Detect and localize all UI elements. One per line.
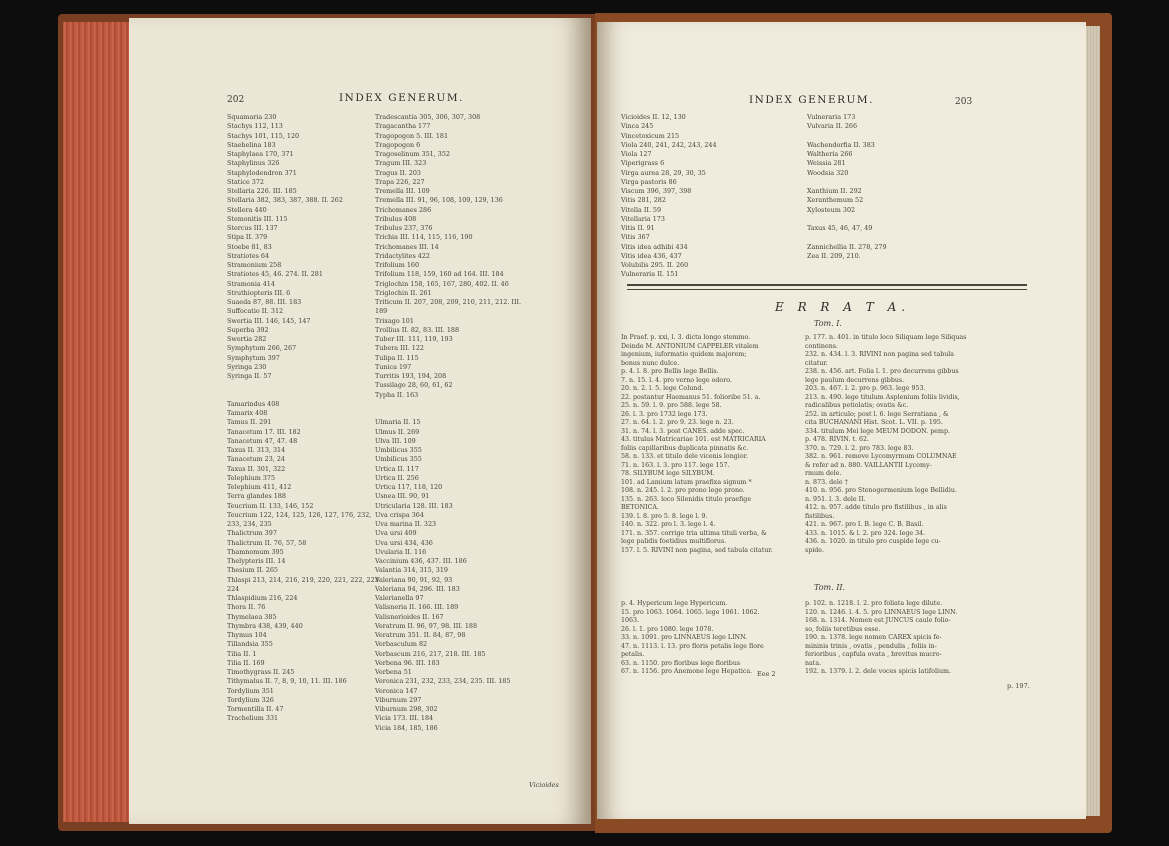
index-entry: 189 — [375, 307, 388, 316]
index-entry: Valeriana 94, 296. III. 183 — [375, 584, 460, 593]
index-entry: Stramonium 258 — [227, 261, 282, 269]
errata-entry: 20. n. 2. l. 5. lege Colund. — [621, 385, 704, 392]
index-entry: Tussilago 28, 60, 61, 62 — [375, 381, 453, 390]
index-entry: Tribulus 237, 376 — [375, 224, 433, 232]
errata-tom1-heading: Tom. I. — [814, 319, 842, 328]
index-entry: Thymus 104 — [227, 631, 267, 639]
errata-entry: citatur. — [805, 359, 828, 367]
index-entry: Typha II. 163 — [375, 390, 419, 399]
errata-entry: Deinde M. ANTONIUM CAPPELER vitalem — [621, 342, 759, 350]
index-entry: Tragoselinum 351, 352 — [375, 150, 450, 158]
index-entry: Verbena 51 — [375, 668, 412, 676]
errata-entry: 58. n. 133. et titulo dele vicenis longior. — [621, 453, 748, 460]
errata-entry: 412. n. 957. adde titulo pro fistilibus , in alis — [805, 504, 947, 511]
index-entry: Telephium 411, 412 — [227, 483, 292, 491]
index-entry: Stramonia 414 — [227, 279, 275, 288]
index-entry: Tribulus 408 — [375, 214, 417, 223]
index-entry: Stachys 101, 115, 120 — [227, 131, 300, 140]
index-entry — [227, 391, 379, 400]
index-entry: Symphytum 266, 267 — [227, 344, 297, 353]
index-entry: Trifolium 118, 159, 160 ad 164. III. 184 — [375, 270, 504, 279]
index-entry: Trichomanes III. 14 — [375, 242, 439, 251]
index-entry: Tremella III. 109 — [375, 187, 430, 195]
right-catchword: p. 197. — [1007, 682, 1030, 690]
index-entry: Superba 392 — [227, 325, 269, 334]
errata-entry: 370. n. 729. l. 2. pro 783. lege 83. — [805, 444, 914, 452]
errata-entry: 190. n. 1378. lege nomen CAREX spicis fe- — [805, 634, 942, 641]
right-index-column-2 — [807, 113, 887, 261]
errata-entry: 232. n. 434. l. 3. RIVINI non pagina sed tabula — [805, 351, 955, 358]
index-entry: Xylosteum 302 — [807, 205, 856, 214]
index-entry: Syringa II. 57 — [227, 372, 272, 380]
index-entry: Trachelium 331 — [227, 714, 279, 723]
index-entry: Volubilis 295. II. 260 — [621, 261, 689, 269]
errata-entry: 43. titulus Matricariae 101. est MATRICARIA — [621, 436, 766, 443]
index-entry: Taxus II. 313, 314 — [227, 446, 286, 454]
index-entry: Trapa 226, 227 — [375, 177, 425, 186]
index-entry: Thelypteris III. 14 — [227, 557, 286, 565]
index-entry: Thalictrum 397 — [227, 529, 277, 538]
errata-entry: 334. titulum Mei lege MEUM DODON. pemp. — [805, 427, 950, 435]
index-entry: Swertia III. 146, 145, 147 — [227, 316, 311, 325]
index-entry: Triticum II. 207, 208, 209, 210, 211, 212. III. — [375, 298, 522, 306]
index-entry: Vicia 173. III. 184 — [375, 714, 434, 723]
errata-entry: foliis capillaribus duplicata pinnatis &c. — [621, 444, 749, 452]
index-entry: Tragacantha 177 — [375, 122, 431, 131]
index-entry: 224 — [227, 584, 240, 593]
index-entry: Tragopogon 6 — [375, 140, 421, 149]
index-entry: Tuber III. 111, 119, 193 — [375, 335, 453, 343]
errata-rule-thick — [627, 284, 1027, 286]
index-entry: Waltheria 266 — [807, 150, 853, 158]
index-entry: Squamaria 230 — [227, 113, 277, 121]
index-entry: Wachendorfia II. 383 — [807, 140, 875, 149]
index-entry: Veronica 231, 232, 233, 234, 235. III. 185 — [375, 677, 511, 686]
index-entry: Tunica 197 — [375, 362, 412, 371]
index-entry: Trifolium 160 — [375, 261, 420, 269]
errata-entry: & refer ad n. 880. VAILLANTII Lycomy- — [805, 461, 932, 469]
errata-entry: so, foliis teretibus esse. — [805, 625, 881, 633]
index-entry: Vulvaria II. 266 — [807, 122, 858, 131]
errata-entry: 67. n. 1156. pro Anemone lege Hepatica. — [621, 668, 753, 675]
index-entry: Valisneria II. 166. III. 189 — [375, 603, 459, 612]
index-entry: Uva ursi 434, 436 — [375, 538, 433, 547]
index-entry: Viola 240, 241, 242, 243, 244 — [621, 140, 717, 149]
left-page-number: 202 — [227, 95, 245, 105]
index-entry: Urtica 117, 118, 120 — [375, 483, 443, 491]
errata-entry: 192. n. 1379. l. 2. dele voces spicis latifolium. — [805, 668, 952, 675]
errata-entry: rmum dele. — [805, 470, 842, 477]
errata-entry: 433. n. 1015. & l. 2. pro 324. lege 34. — [805, 529, 926, 537]
index-entry: Tilia II. 1 — [227, 649, 257, 658]
errata-entry: In Praef. p. xxi, l. 3. dicta longo stemmo. — [621, 334, 751, 341]
errata-tom2-right-column — [805, 600, 957, 677]
index-entry: Verbena 96. III. 183 — [375, 658, 440, 667]
index-entry: Umbilicus 355 — [375, 455, 422, 464]
index-entry: Zannichellia II. 278, 279 — [807, 242, 887, 251]
index-entry: Triglochin II. 261 — [375, 288, 432, 297]
left-page — [129, 18, 591, 824]
errata-entry: 135. n. 263. loco Silenidis titulo praefige — [621, 495, 752, 503]
errata-entry: 71. n. 163. l. 3. pro 117. lege 157. — [621, 461, 730, 469]
index-entry: Timothygrass II. 245 — [227, 668, 295, 676]
index-entry: Uva crispa 364 — [375, 510, 424, 519]
errata-entry: 1063. — [621, 617, 640, 624]
index-entry: Tithymalus II. 7, 8, 9, 10, 11. III. 186 — [227, 677, 347, 686]
index-entry: Xanthium II. 292 — [807, 187, 862, 195]
index-entry: Vicioides II. 12, 130 — [621, 113, 686, 121]
index-entry: Struthiopteris III. 6 — [227, 288, 291, 297]
index-entry: Veratrum 351. II. 84, 87, 98 — [375, 631, 466, 639]
errata-rule-thin — [627, 289, 1027, 290]
errata-entry: 168. n. 1314. Nomen est JUNCUS caule folio- — [805, 617, 951, 624]
errata-entry: 108. n. 245. l. 2. pro prono lege prono. — [621, 487, 745, 494]
index-entry: Stercus III. 137 — [227, 224, 278, 232]
index-entry: Trollius II. 82, 83. III. 188 — [375, 325, 460, 334]
errata-tom1-left-column — [621, 334, 773, 555]
errata-entry: ferioribus , capfula ovata , brevitus mucro- — [805, 651, 942, 658]
index-entry: Staphylinus 326 — [227, 159, 280, 168]
errata-entry: BETONICA. — [621, 504, 659, 511]
index-entry: Thora II. 76 — [227, 603, 266, 612]
errata-entry: 382. n. 961. remove Lycomyrmum COLUMNAE — [805, 453, 957, 460]
index-entry: Valerianella 97 — [375, 594, 424, 602]
index-entry: Vaccinium 436, 437. III. 186 — [375, 557, 467, 565]
index-entry: Vinca 245 — [621, 122, 654, 131]
index-entry: Triglochin 158, 165, 167, 280, 402. II. 46 — [375, 279, 509, 288]
errata-entry: mininis trinis , ovatis , pendulis , foliis in- — [805, 642, 937, 650]
right-index-column-1 — [621, 113, 717, 280]
errata-entry: 203. n. 467. l. 2. pro p. 963. lege 953. — [805, 385, 926, 392]
errata-entry: lege paulum decurrens gibbus. — [805, 376, 905, 384]
index-entry: Tamus II. 291 — [227, 418, 272, 427]
index-entry: Veratrum II. 96, 97, 98. III. 188 — [375, 621, 478, 630]
index-entry: Uva ursi 409 — [375, 529, 417, 538]
index-entry: Vitella II. 59 — [621, 205, 662, 214]
errata-entry: 26. l. 1. pro 1080. lege 1078. — [621, 625, 714, 633]
index-entry — [375, 400, 521, 409]
index-entry: Ulva III. 109 — [375, 436, 416, 445]
index-entry: Thamnomum 395 — [227, 547, 284, 556]
index-entry: Stellaria 226. III. 185 — [227, 187, 297, 195]
errata-entry: 238. n. 456. art. Folia l. 1. pro decurrens gibbus — [805, 368, 959, 375]
index-entry: Stemonitis III. 115 — [227, 214, 288, 223]
errata-entry: 27. n. 64. l. 2. pro 9. 23. lege n. 23. — [621, 419, 734, 426]
errata-entry: radicalibus petiolatis; ovatis &c. — [805, 402, 909, 409]
index-entry: Tremella III. 91, 96, 108, 109, 129, 136 — [375, 196, 503, 205]
signature-mark: Eee 2 — [757, 670, 776, 678]
index-entry: Virga pastoris 86 — [621, 177, 677, 186]
errata-entry: fistilibus. — [805, 512, 835, 520]
index-entry: Vitis idea 436, 437 — [621, 251, 682, 260]
index-entry: Viburnum 298, 302 — [375, 705, 438, 713]
index-entry: Tilia II. 169 — [227, 658, 265, 667]
errata-entry: p. 102. n. 1218. l. 2. pro foliata lege dilute. — [805, 600, 943, 607]
index-entry: Woodsia 320 — [807, 168, 849, 177]
left-index-column-2 — [375, 113, 521, 733]
errata-entry: lege palidis foetidius multiflorus. — [621, 538, 727, 545]
index-entry: Vitellaria 173 — [621, 214, 665, 223]
index-entry: Tordylium 351 — [227, 686, 274, 695]
index-entry: Tanacetum 47, 47. 48 — [227, 436, 298, 445]
errata-entry: 22. postantur Haemanus 51. folioribe 51. a. — [621, 393, 761, 401]
errata-entry: 26. l. 3. pro 1732 lege 173. — [621, 410, 708, 418]
errata-entry: spide. — [805, 546, 825, 554]
index-entry: Vitis 367 — [621, 233, 650, 242]
errata-entry: 157. l. 5. RIVINI non pagina, sed tabula citatur. — [621, 546, 773, 554]
index-entry: Uva marina II. 323 — [375, 520, 437, 528]
errata-entry: 25. n. 59. l. 9. pro 588. lege 58. — [621, 402, 722, 409]
index-entry: Telephium 375 — [227, 473, 276, 482]
index-entry: Veronica 147 — [375, 686, 418, 695]
index-entry: Verbasculum 82 — [375, 640, 428, 649]
index-entry: Urtica II. 117 — [375, 464, 419, 473]
errata-entry: 15. pro 1063. 1064. 1065. lege 1061. 1062. — [621, 608, 760, 616]
errata-entry: 31. n. 74. l. 3. post CANES. adde spec. — [621, 427, 745, 435]
index-entry: Vitis idea adhibi 434 — [621, 242, 688, 251]
errata-entry: 171. n. 357. corrige tria ultima tituli verba, & — [621, 529, 767, 537]
index-entry — [375, 409, 521, 418]
index-entry: Tragum III. 323 — [375, 159, 427, 168]
index-entry: Uvularia II. 116 — [375, 547, 427, 556]
index-entry: Thlaspidium 216, 224 — [227, 594, 298, 602]
index-entry: Valantia 314, 315, 319 — [375, 566, 448, 575]
left-index-column-1 — [227, 113, 379, 724]
index-entry: Virga aurea 28, 29, 30, 35 — [621, 168, 706, 177]
index-entry: Trixago 101 — [375, 316, 414, 325]
left-catchword: Vicioides — [529, 781, 559, 789]
index-entry — [807, 215, 887, 224]
errata-entry: bonus nunc dulce. — [621, 359, 680, 367]
index-entry: Ulmus II. 269 — [375, 427, 420, 436]
right-page-header: INDEX GENERUM. — [749, 94, 874, 106]
index-entry: Tanacetum 17. III. 182 — [227, 427, 301, 436]
index-entry: Taxus 45, 46, 47, 49 — [807, 224, 873, 232]
right-page — [597, 22, 1086, 819]
index-entry: Viperigrass 6 — [621, 159, 665, 168]
index-entry: Tanacetum 23, 24 — [227, 455, 285, 464]
errata-tom2-left-column — [621, 600, 764, 677]
index-entry: Tradescantia 305, 306, 307, 308 — [375, 113, 481, 121]
index-entry — [807, 178, 887, 187]
index-entry: Staphylaea 170, 371 — [227, 150, 294, 158]
errata-entry: 63. n. 1150. pro floribus lege floribus — [621, 659, 741, 667]
index-entry: Utricularia 128. III. 183 — [375, 501, 453, 510]
errata-entry: 47. n. 1113. l. 13. pro floris petalis lege flore — [621, 642, 764, 650]
index-entry: Vitis II. 91 — [621, 224, 655, 232]
index-entry: Viola 127 — [621, 150, 652, 158]
index-entry: Thalictrum II. 76, 57, 58 — [227, 538, 307, 547]
index-entry: Tormentilla II. 47 — [227, 705, 284, 713]
errata-entry: 7. n. 15. l. 4. pro verno lege odoro. — [621, 376, 732, 384]
index-entry: Symphytum 397 — [227, 353, 280, 362]
page-edges — [63, 22, 129, 822]
index-entry: Terra glandes 188 — [227, 492, 286, 501]
index-entry: Tragus II. 203 — [375, 168, 421, 177]
index-entry: Thesium II. 265 — [227, 566, 279, 575]
index-entry: Urtica II. 256 — [375, 473, 419, 482]
index-entry: Viscum 396, 397, 398 — [621, 187, 692, 195]
index-entry — [227, 381, 379, 390]
index-entry: Vulneraria 173 — [807, 113, 856, 121]
errata-entry: 140. n. 322. pro l. 3. lege l. 4. — [621, 521, 716, 528]
errata-entry: 252. in articulo; post l. 6. lege Serratiana , & — [805, 410, 949, 418]
index-entry — [807, 132, 887, 141]
index-entry: Stellera 440 — [227, 205, 267, 214]
errata-entry: petalis. — [621, 651, 645, 658]
index-entry: Vicia 184, 185, 186 — [375, 723, 438, 732]
index-entry: Tordylium 326 — [227, 695, 274, 704]
errata-entry: 101. ad Lamium latum praefixa signum * — [621, 478, 752, 486]
index-entry: Xeranthemum 52 — [807, 196, 864, 205]
index-entry: Tamarix 408 — [227, 409, 268, 417]
errata-entry: continens. — [805, 342, 838, 350]
index-entry: Usnea III. 90, 91 — [375, 492, 430, 501]
index-entry: Turritis 193, 194, 208 — [375, 372, 447, 380]
index-entry: Teucrium II. 133, 146, 152 — [227, 501, 314, 510]
errata-entry: 139. l. 8. pro 5. 8. lege l. 9. — [621, 512, 708, 520]
index-entry: Tillandsia 355 — [227, 640, 273, 649]
errata-entry: nata. — [805, 659, 822, 667]
index-entry: Trichomanes 286 — [375, 205, 432, 214]
index-entry: Stipa II. 379 — [227, 233, 268, 242]
index-entry: Swertia 282 — [227, 335, 267, 343]
errata-tom1-right-column — [805, 334, 966, 555]
errata-entry: cita BUCHANANI Hist. Scot. L. VII. p. 195. — [805, 419, 943, 426]
errata-entry: p. 177. n. 401. in titulo loco Siliquam lege Siliquas — [805, 334, 967, 341]
index-entry: Suaeda 87, 88. III. 183 — [227, 298, 302, 306]
errata-entry: 410. n. 956. pro Stenogermenium lege Bellidiu. — [805, 487, 957, 494]
index-entry: Tulipa II. 115 — [375, 353, 419, 362]
index-entry — [807, 233, 887, 242]
index-entry: Verbascum 216, 217, 218. III. 185 — [375, 649, 486, 658]
index-entry: Vitis 281, 282 — [621, 196, 666, 205]
errata-entry: p. 4. Hypericum lege Hypericum. — [621, 600, 728, 607]
index-entry: Stratiotes 45, 46. 274. II. 281 — [227, 270, 323, 279]
index-entry: Umbilicus 355 — [375, 446, 422, 454]
errata-entry: 78. SILYBUM lege SILYBUM. — [621, 470, 715, 477]
index-entry: Tridactylites 422 — [375, 251, 430, 260]
index-entry: Statice 372 — [227, 177, 264, 186]
right-page-edges — [1086, 26, 1100, 816]
index-entry: Staehelina 183 — [227, 140, 276, 149]
index-entry: Stoebe 81, 83 — [227, 242, 272, 251]
index-entry: Zea II. 209, 210. — [807, 251, 861, 260]
index-entry: Staphylodendron 371 — [227, 168, 297, 177]
errata-tom2-heading: Tom. II. — [814, 583, 846, 592]
index-entry: Trichia III. 114, 115, 116, 190 — [375, 233, 473, 242]
errata-entry: 120. n. 1246. l. 4. 5. pro LINNAEUS lege LINN. — [805, 608, 958, 616]
index-entry: 233, 234, 235 — [227, 520, 272, 528]
errata-entry: 33. n. 1091. pro LINNAEUS lege LINN. — [621, 634, 748, 641]
errata-entry: 436. n. 1020. in titulo pro cuspide lege cu- — [805, 538, 941, 545]
index-entry: Thymbra 438, 439, 440 — [227, 621, 303, 630]
index-entry: Teucrium 122, 124, 125, 126, 127, 176, 232, — [227, 510, 372, 519]
index-entry: Thymelaea 385 — [227, 612, 277, 621]
index-entry: Tamarindus 408 — [227, 399, 280, 408]
index-entry: Tubera III. 122 — [375, 344, 424, 353]
errata-entry: p. 478. RIVIN. t. 62. — [805, 436, 869, 443]
index-entry: Stachys 112, 113 — [227, 122, 283, 131]
index-entry: Thlaspi 213, 214, 216, 219, 220, 221, 222, 223 — [227, 575, 379, 584]
index-entry: Tragopogon 5. III. 181 — [375, 131, 449, 140]
errata-entry: n. 951. l. 3. dele II. — [805, 495, 866, 503]
index-entry: Syringa 230 — [227, 362, 267, 371]
right-page-number: 203 — [955, 97, 973, 107]
left-page-header: INDEX GENERUM. — [339, 92, 464, 104]
errata-entry: 421. n. 967. pro I. B. lege C. B. Basil. — [805, 521, 924, 528]
index-entry: Viburnum 297 — [375, 695, 422, 704]
errata-entry: p. 4. l. 8. pro Bellis lege Bellis. — [621, 368, 719, 375]
index-entry: Valeriana 90, 91, 92, 93 — [375, 575, 453, 584]
index-entry: Vincetoxicum 215 — [621, 131, 680, 140]
errata-entry: ingenium, iuformatio quidem majorem; — [621, 351, 747, 358]
errata-entry: 213. n. 490. lege titulum Asplenium foliis lividis, — [805, 393, 960, 401]
index-entry: Vulneraria II. 151 — [621, 270, 679, 279]
errata-title: E R R A T A. — [775, 300, 911, 314]
index-entry: Ulmaria II. 15 — [375, 418, 421, 427]
index-entry: Suffocatio II. 312 — [227, 307, 284, 316]
errata-entry: n. 873. dele † — [805, 478, 848, 486]
index-entry: Stellaria 382, 383, 387, 388. II. 262 — [227, 196, 343, 205]
index-entry: Taxus II. 301, 322 — [227, 464, 286, 473]
index-entry: Valisnerioides II. 167 — [375, 612, 444, 621]
index-entry: Weissia 281 — [807, 159, 846, 168]
index-entry: Stratiotes 64 — [227, 251, 270, 260]
